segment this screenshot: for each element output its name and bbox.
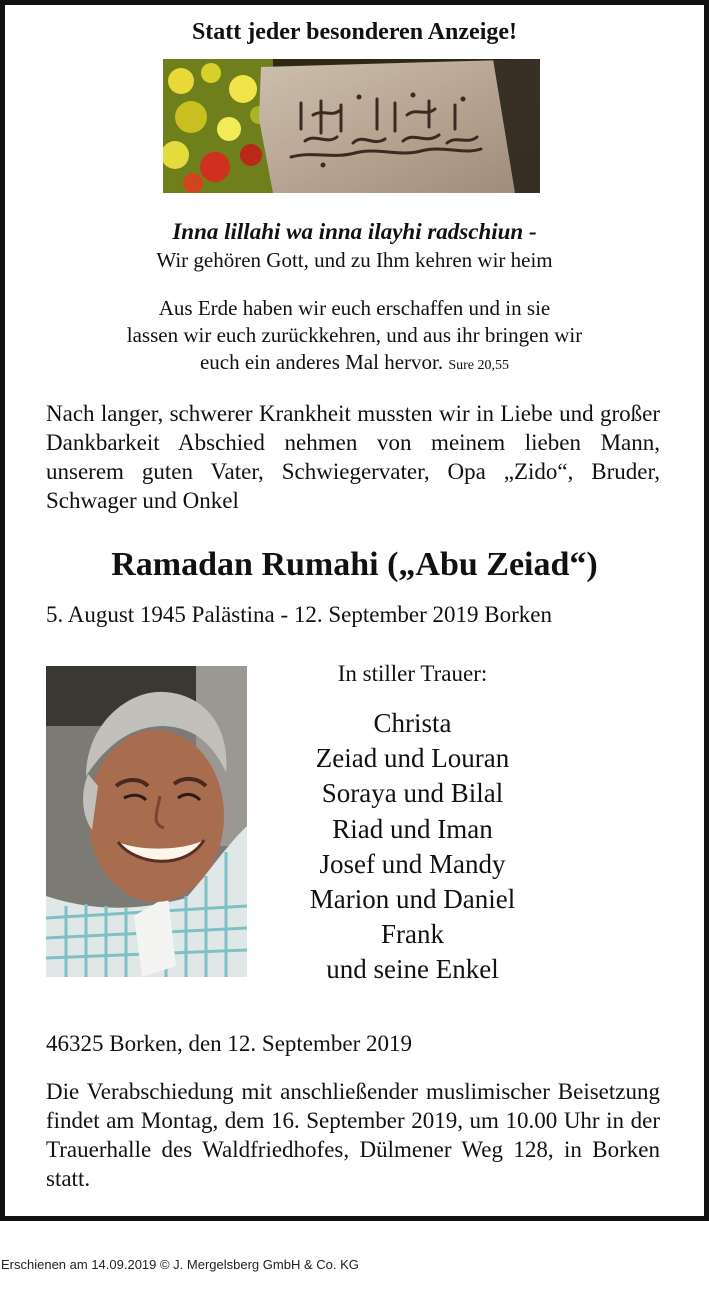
mourner-entry: Frank: [381, 919, 444, 950]
quran-reference: Sure 20,55: [448, 358, 510, 373]
mourner-entry: und seine Enkel: [326, 954, 499, 985]
inna-lillahi-line: Inna lillahi wa inna ilayhi radschiun -: [172, 219, 537, 244]
deceased-name: Ramadan Rumahi („Abu Zeiad“): [111, 546, 598, 583]
portrait-photo: [46, 666, 247, 977]
mourner-entry: Zeiad und Louran: [315, 743, 510, 774]
mourner-entry: Josef und Mandy: [319, 848, 506, 879]
quran-line-last: [5, 349, 704, 379]
life-dates: 5. August 1945 Palästina - 12. September 2019 Borken: [46, 602, 552, 627]
intro-paragraph: Nach langer, schwerer Krankheit mussten wir in Liebe und großer Dankbarkeit Abschied nehmen von meinem lieben Mann, unserem guten Vater, Schwiegervater, Opa „Zido“, Bruder, Schwager und Onkel: [46, 401, 660, 513]
calligraphy-image-graphic: [163, 59, 540, 193]
portrait-photo-graphic: [46, 666, 247, 977]
publication-footer: Erschienen am 14.09.2019 © J. Mergelsberg GmbH & Co. KG: [1, 1257, 359, 1272]
mourner-entry: Christa: [373, 708, 452, 738]
mourners-heading: In stiller Trauer:: [337, 661, 488, 686]
quran-line: lassen wir euch zurückkehren, und aus ihr bringen wir: [126, 323, 583, 347]
inna-translation: Wir gehören Gott, und zu Ihm kehren wir heim: [156, 248, 553, 272]
mourner-entry: Soraya und Bilal: [321, 778, 504, 809]
mourner-entry: Riad und Iman: [332, 813, 493, 844]
quran-line: Aus Erde haben wir euch erschaffen und in sie: [158, 296, 551, 320]
place-and-date: 46325 Borken, den 12. September 2019: [46, 1031, 413, 1056]
burial-info: Die Verabschiedung mit anschließender muslimischer Beisetzung findet am Montag, dem 16. September 2019, um 10.00 Uhr in der Trauerhalle des Waldfriedhofes, Dülmener Weg 128, in Borken statt.: [46, 1079, 660, 1191]
mourner-entry: Marion und Daniel: [309, 884, 516, 915]
mourners-list: [265, 706, 560, 988]
arabic-calligraphy-image: [163, 59, 540, 193]
quran-verse: [5, 295, 704, 379]
quran-line-text: euch ein anderes Mal hervor.: [199, 350, 444, 374]
notice-heading: Statt jeder besonderen Anzeige!: [191, 19, 518, 45]
